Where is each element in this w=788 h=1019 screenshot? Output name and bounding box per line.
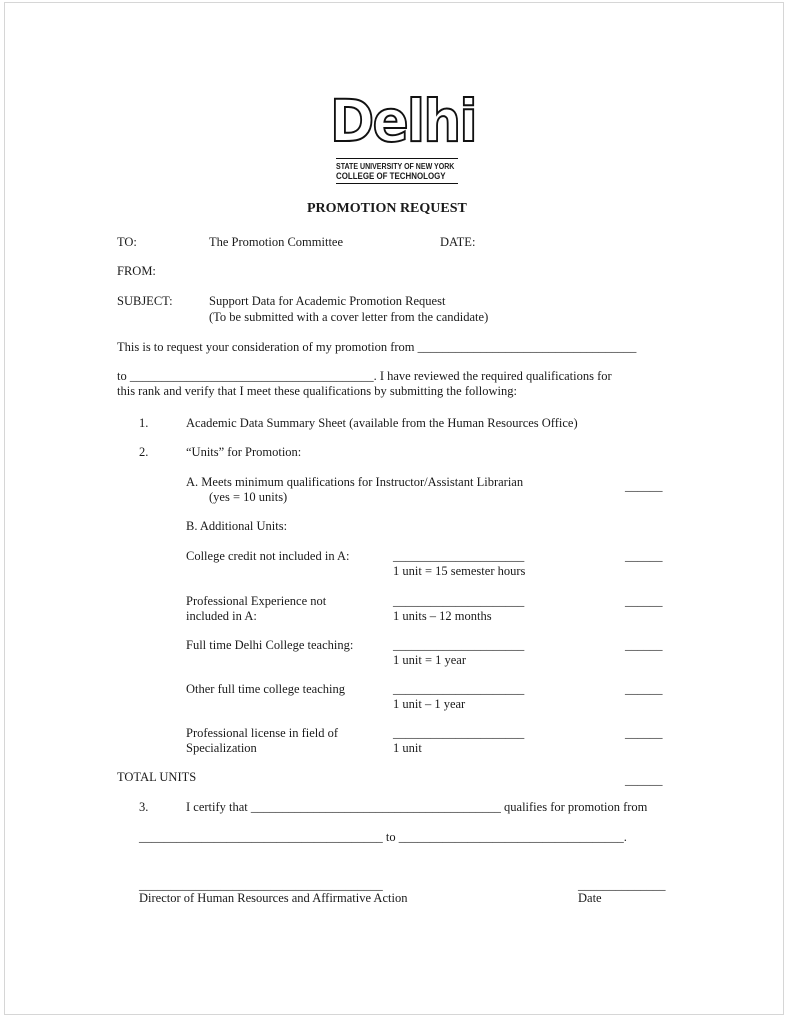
unit-entry-blank: _____________________ <box>393 549 525 563</box>
unit-entry-blank: _____________________ <box>393 638 525 652</box>
date-signature-line: ______________ <box>578 878 666 892</box>
unit-label: Other full time college teaching <box>186 682 345 696</box>
unit-label-line-2: Specialization <box>186 741 257 755</box>
item-2-text: “Units” for Promotion: <box>186 445 302 459</box>
unit-total-blank: ______ <box>625 594 663 608</box>
item-3-line-2: _______________________________________ to ____________________________________. <box>139 830 627 844</box>
unit-label: College credit not included in A: <box>186 549 350 563</box>
logo-wordmark: Delhi <box>330 87 476 155</box>
logo-line-2: COLLEGE OF TECHNOLOGY <box>336 171 446 181</box>
unit-label: Full time Delhi College teaching: <box>186 638 354 652</box>
unit-rate: 1 units – 12 months <box>393 609 492 623</box>
subject-line-2: (To be submitted with a cover letter from the candidate) <box>209 310 489 324</box>
unit-rate: 1 unit <box>393 741 422 755</box>
item-2-number: 2. <box>139 445 149 459</box>
unit-rate: 1 unit = 1 year <box>393 653 467 667</box>
item-1-text: Academic Data Summary Sheet (available from the Human Resources Office) <box>186 416 578 430</box>
unit-rate: 1 unit – 1 year <box>393 697 466 711</box>
from-label: FROM: <box>117 264 156 278</box>
to-label: TO: <box>117 235 137 249</box>
total-units-label: TOTAL UNITS <box>117 770 197 784</box>
logo-line-1: STATE UNIVERSITY OF NEW YORK <box>336 162 455 171</box>
subject-line-1: Support Data for Academic Promotion Request <box>209 294 446 308</box>
item-3-text: I certify that ________________________________________ qualifies for promotion from <box>186 800 648 814</box>
intro-line-1: This is to request your consideration of my promotion from ___________________________________ <box>117 340 637 354</box>
unit-label-line-2: included in A: <box>186 609 257 623</box>
item-a-line-1: A. Meets minimum qualifications for Instructor/Assistant Librarian <box>186 475 524 489</box>
page-title: PROMOTION REQUEST <box>307 201 467 216</box>
unit-total-blank: ______ <box>625 638 663 652</box>
signature-date-label: Date <box>578 891 602 905</box>
unit-entry-blank: _____________________ <box>393 594 525 608</box>
unit-rate: 1 unit = 15 semester hours <box>393 564 526 578</box>
item-a-units-blank: ______ <box>625 479 663 493</box>
item-b-heading: B. Additional Units: <box>186 519 288 533</box>
director-signature-line: _______________________________________ <box>139 878 383 892</box>
item-1-number: 1. <box>139 416 149 430</box>
item-a-line-2: (yes = 10 units) <box>209 490 288 504</box>
unit-label: Professional license in field of <box>186 726 339 740</box>
logo-rule-top <box>336 158 458 159</box>
unit-entry-blank: _____________________ <box>393 726 525 740</box>
unit-total-blank: ______ <box>625 726 663 740</box>
to-value: The Promotion Committee <box>209 235 344 249</box>
unit-entry-blank: _____________________ <box>393 682 525 696</box>
unit-total-blank: ______ <box>625 549 663 563</box>
item-3-number: 3. <box>139 800 149 814</box>
total-units-blank: ______ <box>625 773 663 787</box>
director-label: Director of Human Resources and Affirmative Action <box>139 891 408 905</box>
logo-rule-bottom <box>336 183 458 184</box>
unit-total-blank: ______ <box>625 682 663 696</box>
intro-line-2: to _______________________________________. I have reviewed the required qualifications for <box>117 369 612 383</box>
subject-label: SUBJECT: <box>117 294 173 308</box>
date-label: DATE: <box>440 235 476 249</box>
unit-label: Professional Experience not <box>186 594 327 608</box>
intro-line-3: this rank and verify that I meet these qualifications by submitting the following: <box>117 384 517 398</box>
